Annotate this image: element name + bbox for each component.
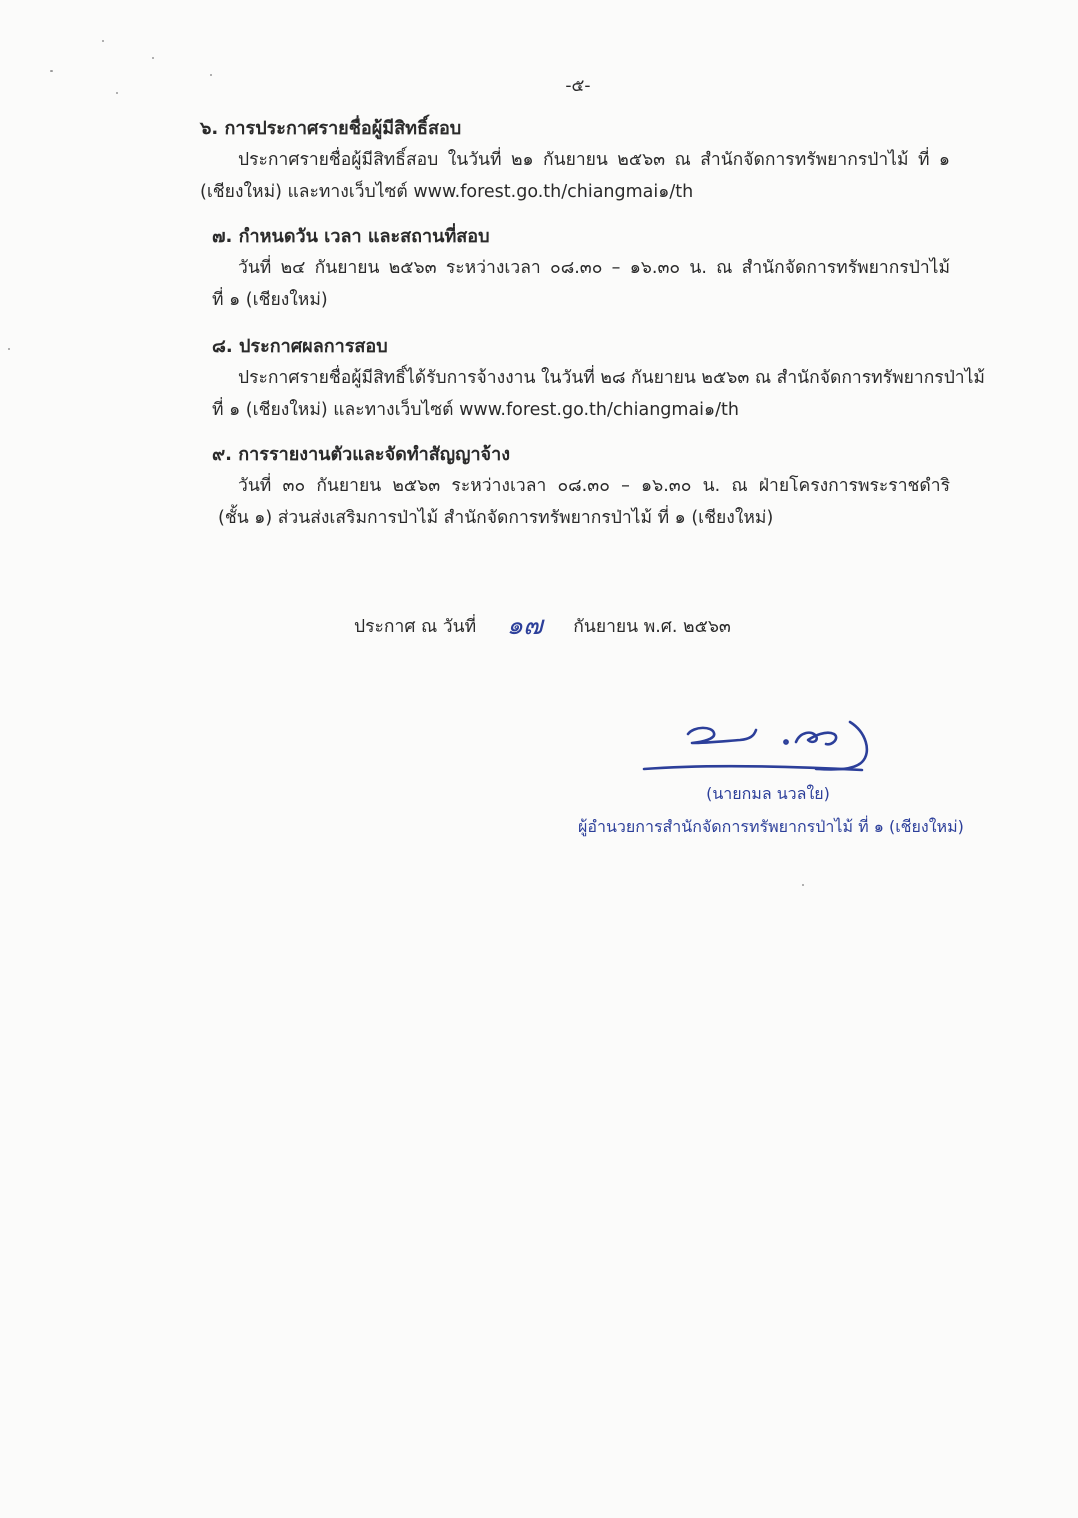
section-line-text: วันที่ ๓๐ กันยายน ๒๕๖๓ ระหว่างเวลา ๐๘.๓๐ – ๑๖.๓๐ น. ณ ฝ่ายโครงการพระราชดำริ	[238, 476, 950, 496]
section-8	[200, 332, 985, 426]
announcement-day: ๑๗	[506, 611, 543, 641]
section-line: ที่ ๑ (เชียงใหม่)	[212, 290, 328, 310]
section-heading: ๖. การประกาศรายชื่อผู้มีสิทธิ์สอบ	[200, 118, 462, 139]
announcement-prefix: ประกาศ ณ วันที่	[354, 617, 477, 637]
section-heading: ๘. ประกาศผลการสอบ	[212, 336, 388, 357]
scan-speck	[152, 57, 154, 59]
section-line-text: ประกาศรายชื่อผู้มีสิทธิ์สอบ ในวันที่ ๒๑ กันยายน ๒๕๖๓ ณ สำนักจัดการทรัพยากรป่าไม้ ที่ ๑	[238, 150, 950, 170]
signer-title: ผู้อำนวยการสำนักจัดการทรัพยากรป่าไม้ ที่ ๑ (เชียงใหม่)	[578, 817, 964, 836]
page-number: -๕-	[565, 76, 591, 96]
section-6	[200, 114, 960, 208]
section-line: ที่ ๑ (เชียงใหม่) และทางเว็บไซต์ www.forest.go.th/chiangmai๑/th	[212, 400, 739, 420]
section-line	[200, 252, 960, 284]
scan-speck	[102, 40, 104, 42]
scan-speck	[802, 884, 804, 886]
handwritten-signature	[636, 712, 876, 786]
section-heading: ๙. การรายงานตัวและจัดทำสัญญาจ้าง	[212, 444, 511, 465]
section-line: (ชั้น ๑) ส่วนส่งเสริมการป่าไม้ สำนักจัดการทรัพยากรป่าไม้ ที่ ๑ (เชียงใหม่)	[218, 508, 774, 528]
signer-name: (นายกมล นวลใย)	[706, 784, 830, 803]
section-line-text: ประกาศรายชื่อผู้มีสิทธิ์ได้รับการจ้างงาน ในวันที่ ๒๘ กันยายน ๒๕๖๓ ณ สำนักจัดการทรัพยากรป่าไม้	[238, 368, 985, 388]
section-7	[200, 222, 960, 316]
scan-speck	[8, 348, 10, 350]
announcement-date	[354, 603, 731, 644]
section-9	[200, 440, 960, 534]
section-line	[200, 470, 960, 502]
section-line	[200, 144, 960, 176]
section-line	[200, 362, 985, 394]
announcement-suffix: กันยายน พ.ศ. ๒๕๖๓	[573, 617, 731, 637]
section-heading: ๗. กำหนดวัน เวลา และสถานที่สอบ	[212, 226, 490, 247]
section-line-text: วันที่ ๒๔ กันยายน ๒๕๖๓ ระหว่างเวลา ๐๘.๓๐ – ๑๖.๓๐ น. ณ สำนักจัดการทรัพยากรป่าไม้	[238, 258, 950, 278]
section-line: (เชียงใหม่) และทางเว็บไซต์ www.forest.go.th/chiangmai๑/th	[200, 182, 694, 202]
